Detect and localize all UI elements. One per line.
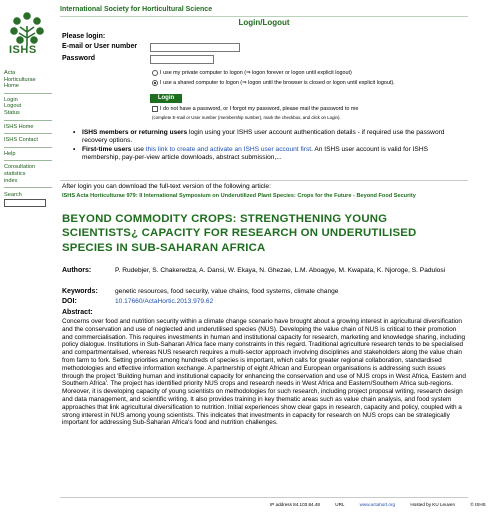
list-item: • First-time users use this link to create and activate an ISHS user account first. An ISHS user account is valid for ISHS membership, pay-per-view article downloads, abstract submission,...	[76, 146, 461, 162]
divider	[60, 16, 468, 17]
password-field[interactable]	[150, 55, 214, 64]
divider	[60, 497, 468, 498]
search-label: Search	[4, 192, 22, 199]
divider	[4, 120, 52, 121]
sidebar-item-consultation-statistics[interactable]: Consultation statistics index	[4, 164, 36, 184]
create-account-link[interactable]: this link to create and activate an ISHS user account first	[145, 146, 312, 153]
radio-private[interactable]	[152, 70, 158, 76]
list-item: • ISHS members or returning users login using your ISHS user account authentication details - if required use the password recovery options.	[76, 129, 461, 145]
forgot-password-label: I do not have a password, or I forgot my password, please mail the password to me	[160, 106, 359, 112]
sidebar-item-login-status[interactable]: Login Logout Status	[4, 96, 22, 116]
radio-shared[interactable]	[152, 80, 158, 86]
sidebar-item-acta-home[interactable]: Acta Horticulturae Home	[4, 70, 36, 90]
radio-shared-label: I use a shared computer to logon (⇒ logon until the browser is closed or logon until explicit logout).	[160, 80, 395, 86]
password-label: Password	[62, 55, 96, 62]
footer-url-link[interactable]: www.actahort.org	[359, 502, 396, 507]
email-label: E-mail or User number	[62, 43, 138, 50]
forgot-password-row[interactable]	[152, 106, 358, 112]
abstract-label: Abstract:	[62, 309, 93, 316]
divider	[4, 187, 52, 188]
sidebar	[0, 0, 55, 525]
page-header	[60, 4, 468, 30]
abstract-text: Concerns over food and nutrition security within a climate change scenario have brought about a growing interest in agricultural diversification and the conservation and use of neglected and underutilised species (NUS). Developing the value chain of NUS is critical to their promotion and commercialisation. This requires investments in human and institutional capacity for research, marketing and knowledge sharing, including policy dialogue. Institutions in Sub-Saharan Africa face many constraints in this regard. Traditional agriculture research tends to be specialised and compartmentalised, whereas NUS research requires a multi-sector approach involving disciplines and stakeholders along the value chain from farm to fork. Setting priorities among hundreds of species is important, which calls for greater regional collaboration, standardised methodologies and effective information exchange. A partnership of eight African and European organisations is addressing such issues through the project 'Building human and institutional capacity for enhancing the conservation and use of NUS crops in West Africa, Eastern and Southern Africa'. The project has identified priority NUS crops and research needs in West Africa and Eastern/Southern Africa sub-regions. Moreover, it is developing capacity of young scientists on methodologies for such research, including project proposal writing, research design and data management, and scientific writing. It also provides training in key thematic areas such as value chain analysis, and food system approaches that link agricultural diversification to nutrition. Initial experiences show clear gaps in research, capacity and policy, coupled with a strong interest in NUS among young scientists. This indicates that investments in capacity for research on NUS crops can be strategically important for addressing Sub-Saharan Africa's food and nutrition challenges.	[62, 318, 466, 427]
sidebar-item-ishs-contact[interactable]: ISHS Contact	[4, 137, 38, 144]
hosted-by: Hosted by KU Leuven	[410, 502, 456, 507]
page-title: Login/Logout	[238, 18, 290, 27]
doi-link[interactable]: 10.17660/ActaHortic.2013.979.62	[115, 298, 214, 305]
login-button[interactable]: Login	[150, 94, 182, 103]
authors-label: Authors:	[62, 267, 92, 274]
login-info-list	[76, 129, 461, 163]
acta-series: ISHS Acta Horticulturae 979: II International Symposium on Underutilized Plant Species: Crops for the Future - Beyond Food Security	[62, 193, 416, 199]
first-time-bold: First-time users	[82, 146, 132, 153]
sidebar-item-ishs-home[interactable]: ISHS Home	[4, 123, 34, 130]
authors-value: P. Rudebjer, S. Chakeredza, A. Dansi, W. Ekaya, N. Ghezae, L.M. Aboagye, M. Kwapata, K. Njoroge, S. Padulosi	[115, 267, 446, 274]
divider	[60, 180, 468, 181]
article-title: BEYOND COMMODITY CROPS: STRENGTHENING YOUNG SCIENTISTS¿ CAPACITY FOR RESEARCH ON UNDERUTILISED SPECIES IN SUB-SAHARAN AFRICA	[62, 213, 417, 254]
login-prompt: Please login:	[62, 33, 106, 40]
forgot-password-checkbox[interactable]	[152, 106, 158, 112]
divider	[4, 93, 52, 94]
email-field[interactable]	[150, 43, 240, 52]
divider	[4, 160, 52, 161]
download-intro: After login you can download the full-text version of the following article:	[62, 183, 271, 190]
forgot-password-note: (complete E-mail or User number (membership number), mark the checkbox, and click on Login).	[152, 115, 341, 120]
ip-address: IP address 84.103.84.48	[270, 502, 320, 507]
page-footer	[270, 502, 500, 507]
doi-value	[115, 298, 463, 306]
footer-url: URL www.actahort.org	[335, 502, 396, 507]
radio-private-label: I use my private computer to logon (⇒ logon forever or logon until explicit logout)	[160, 70, 352, 76]
search-input[interactable]	[4, 199, 46, 207]
divider	[4, 133, 52, 134]
keywords-value: genetic resources, food security, value chains, food systems, climate change	[115, 288, 339, 295]
doi-label: DOI:	[62, 298, 77, 305]
sidebar-item-help[interactable]: Help	[4, 150, 16, 157]
radio-shared-row[interactable]	[152, 80, 395, 86]
keywords-label: Keywords:	[62, 288, 98, 295]
divider	[4, 147, 52, 148]
org-title: International Society for Horticultural Science	[60, 6, 213, 13]
radio-private-row[interactable]	[152, 70, 352, 76]
members-bold: ISHS members or returning users	[82, 129, 188, 136]
sidebar-nav	[4, 70, 52, 207]
copyright: © ISHS	[470, 502, 486, 507]
logo-text: ISHS	[9, 44, 37, 56]
